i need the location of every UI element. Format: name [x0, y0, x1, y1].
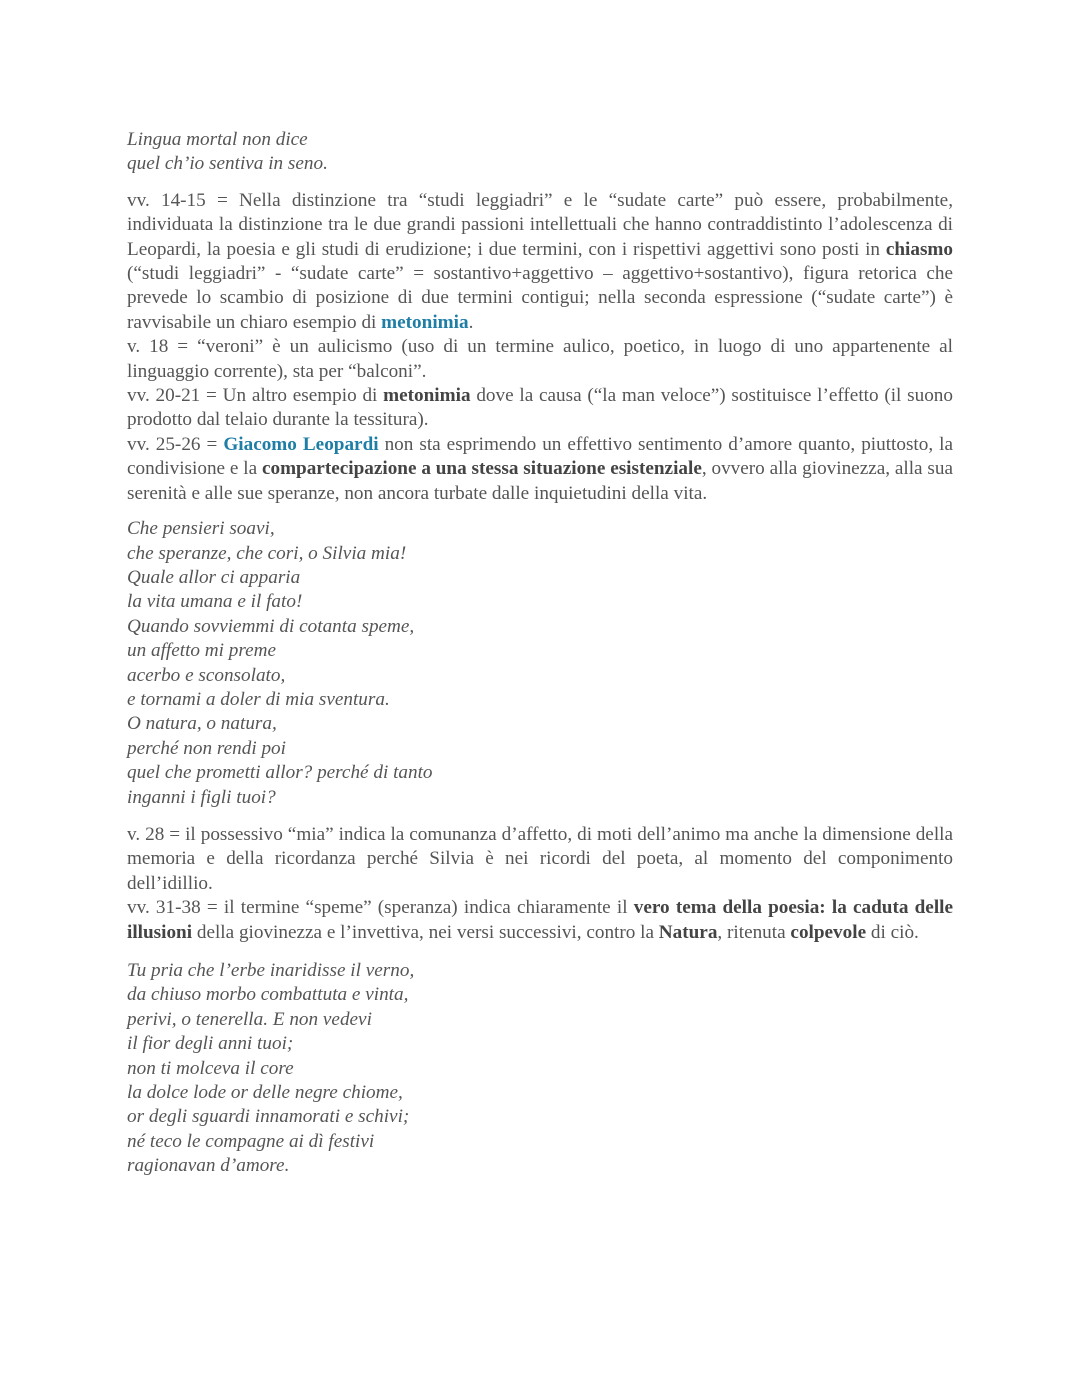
note-text: vv. 20-21 = Un altro esempio di — [127, 385, 384, 407]
note-text: vv. 31-38 = il termine “speme” (speranza) indica chiaramente il — [127, 897, 634, 919]
verse-line: che speranze, che cori, o Silvia mia! — [127, 542, 407, 564]
metonimia-link[interactable]: metonimia — [381, 311, 469, 333]
verse-line: acerbo e sconsolato, — [127, 664, 286, 686]
verse-line: Quale allor ci apparia — [127, 566, 301, 588]
verse-line: non ti molceva il core — [127, 1057, 294, 1079]
term-compartecipazione: compartecipazione a una stessa situazione esistenziale — [261, 458, 702, 480]
note-vv-31-38 — [127, 896, 953, 945]
term-natura: Natura — [658, 921, 718, 943]
verse-line: quel ch’io sentiva in seno. — [127, 153, 328, 175]
verse-block-2 — [127, 517, 953, 810]
verse-line: Che pensieri soavi, — [127, 518, 275, 540]
note-text: della giovinezza e l’invettiva, nei versi successivi, contro la — [192, 921, 659, 943]
note-v-28: v. 28 = il possessivo “mia” indica la comunanza d’affetto, di moti dell’animo ma anche la dimensione della memoria e della ricordanza perché Silvia è nei ricordi del poeta, al momento del componimento dell’idillio. — [127, 823, 953, 894]
verse-line: quel che prometti allor? perché di tanto — [127, 762, 433, 784]
term-vero-tema: vero tema della poesia: la caduta delle illusioni — [127, 897, 953, 943]
giacomo-leopardi-link[interactable]: Giacomo Leopardi — [223, 433, 379, 455]
note-text: (“studi leggiadri” - “sudate carte” = sostantivo+aggettivo – aggettivo+sostantivo), figura retorica che prevede lo scambio di posizione di due termini contigui; nella seconda espressione (“sudate carte”) è ravvisabile un chiaro esempio di — [127, 263, 953, 333]
document-page — [127, 128, 953, 1179]
verse-line: ragionavan d’amore. — [127, 1155, 290, 1177]
note-text: vv. 14-15 = Nella distinzione tra “studi leggiadri” e le “sudate carte” può essere, probabilmente, individuata la distinzione tra le due grandi passioni intellettuali che hanno contraddistinto l’adolescenza di Leopardi, la poesia e gli studi di erudizione; i due termini, con i rispettivi aggettivi sono posti in — [127, 189, 953, 260]
verse-line: inganni i figli tuoi? — [127, 786, 276, 808]
note-text: . — [468, 311, 474, 333]
note-text: , ritenuta — [717, 921, 791, 943]
verse-line: né teco le compagne ai dì festivi — [127, 1130, 375, 1152]
verse-line: or degli sguardi innamorati e schivi; — [127, 1106, 410, 1128]
verse-block-3 — [127, 959, 953, 1179]
note-text: non sta esprimendo un effettivo sentimento d’amore quanto, piuttosto, la condivisione e la — [127, 433, 953, 480]
note-text: vv. 25-26 = — [127, 433, 224, 455]
verse-line: Quando sovviemmi di cotanta speme, — [127, 615, 415, 637]
verse-line: Tu pria che l’erbe inaridisse il verno, — [127, 960, 415, 981]
note-text: , ovvero alla giovinezza, alla sua serenità e alle sue speranze, non ancora turbate dalle inquietudini della vita. — [127, 458, 953, 504]
verse-line: un affetto mi preme — [127, 640, 277, 662]
note-text: di ciò. — [866, 921, 919, 943]
verse-line: Lingua mortal non dice — [127, 129, 308, 150]
verse-line: da chiuso morbo combattuta e vinta, — [127, 984, 409, 1006]
verse-block-1 — [127, 128, 953, 177]
term-chiasmo: chiasmo — [885, 238, 953, 260]
note-vv-20-21 — [127, 384, 953, 433]
verse-line: la dolce lode or delle negre chiome, — [127, 1082, 403, 1104]
verse-line: perivi, o tenerella. E non vedevi — [127, 1008, 372, 1030]
verse-line: e tornami a doler di mia sventura. — [127, 688, 390, 710]
verse-line: O natura, o natura, — [127, 713, 277, 735]
term-metonimia: metonimia — [383, 385, 471, 407]
note-vv-14-15 — [127, 189, 953, 335]
verse-line: il fior degli anni tuoi; — [127, 1033, 294, 1055]
verse-line: perché non rendi poi — [127, 737, 286, 759]
note-vv-25-26 — [127, 433, 953, 506]
note-v-18: v. 18 = “veroni” è un aulicismo (uso di un termine aulico, poetico, in luogo di uno appartenente al linguaggio corrente), sta per “balconi”. — [127, 336, 953, 382]
term-colpevole: colpevole — [790, 921, 867, 943]
verse-line: la vita umana e il fato! — [127, 591, 303, 613]
note-text: dove la causa (“la man veloce”) sostituisce l’effetto (il suono prodotto dal telaio durante la tessitura). — [127, 385, 953, 431]
